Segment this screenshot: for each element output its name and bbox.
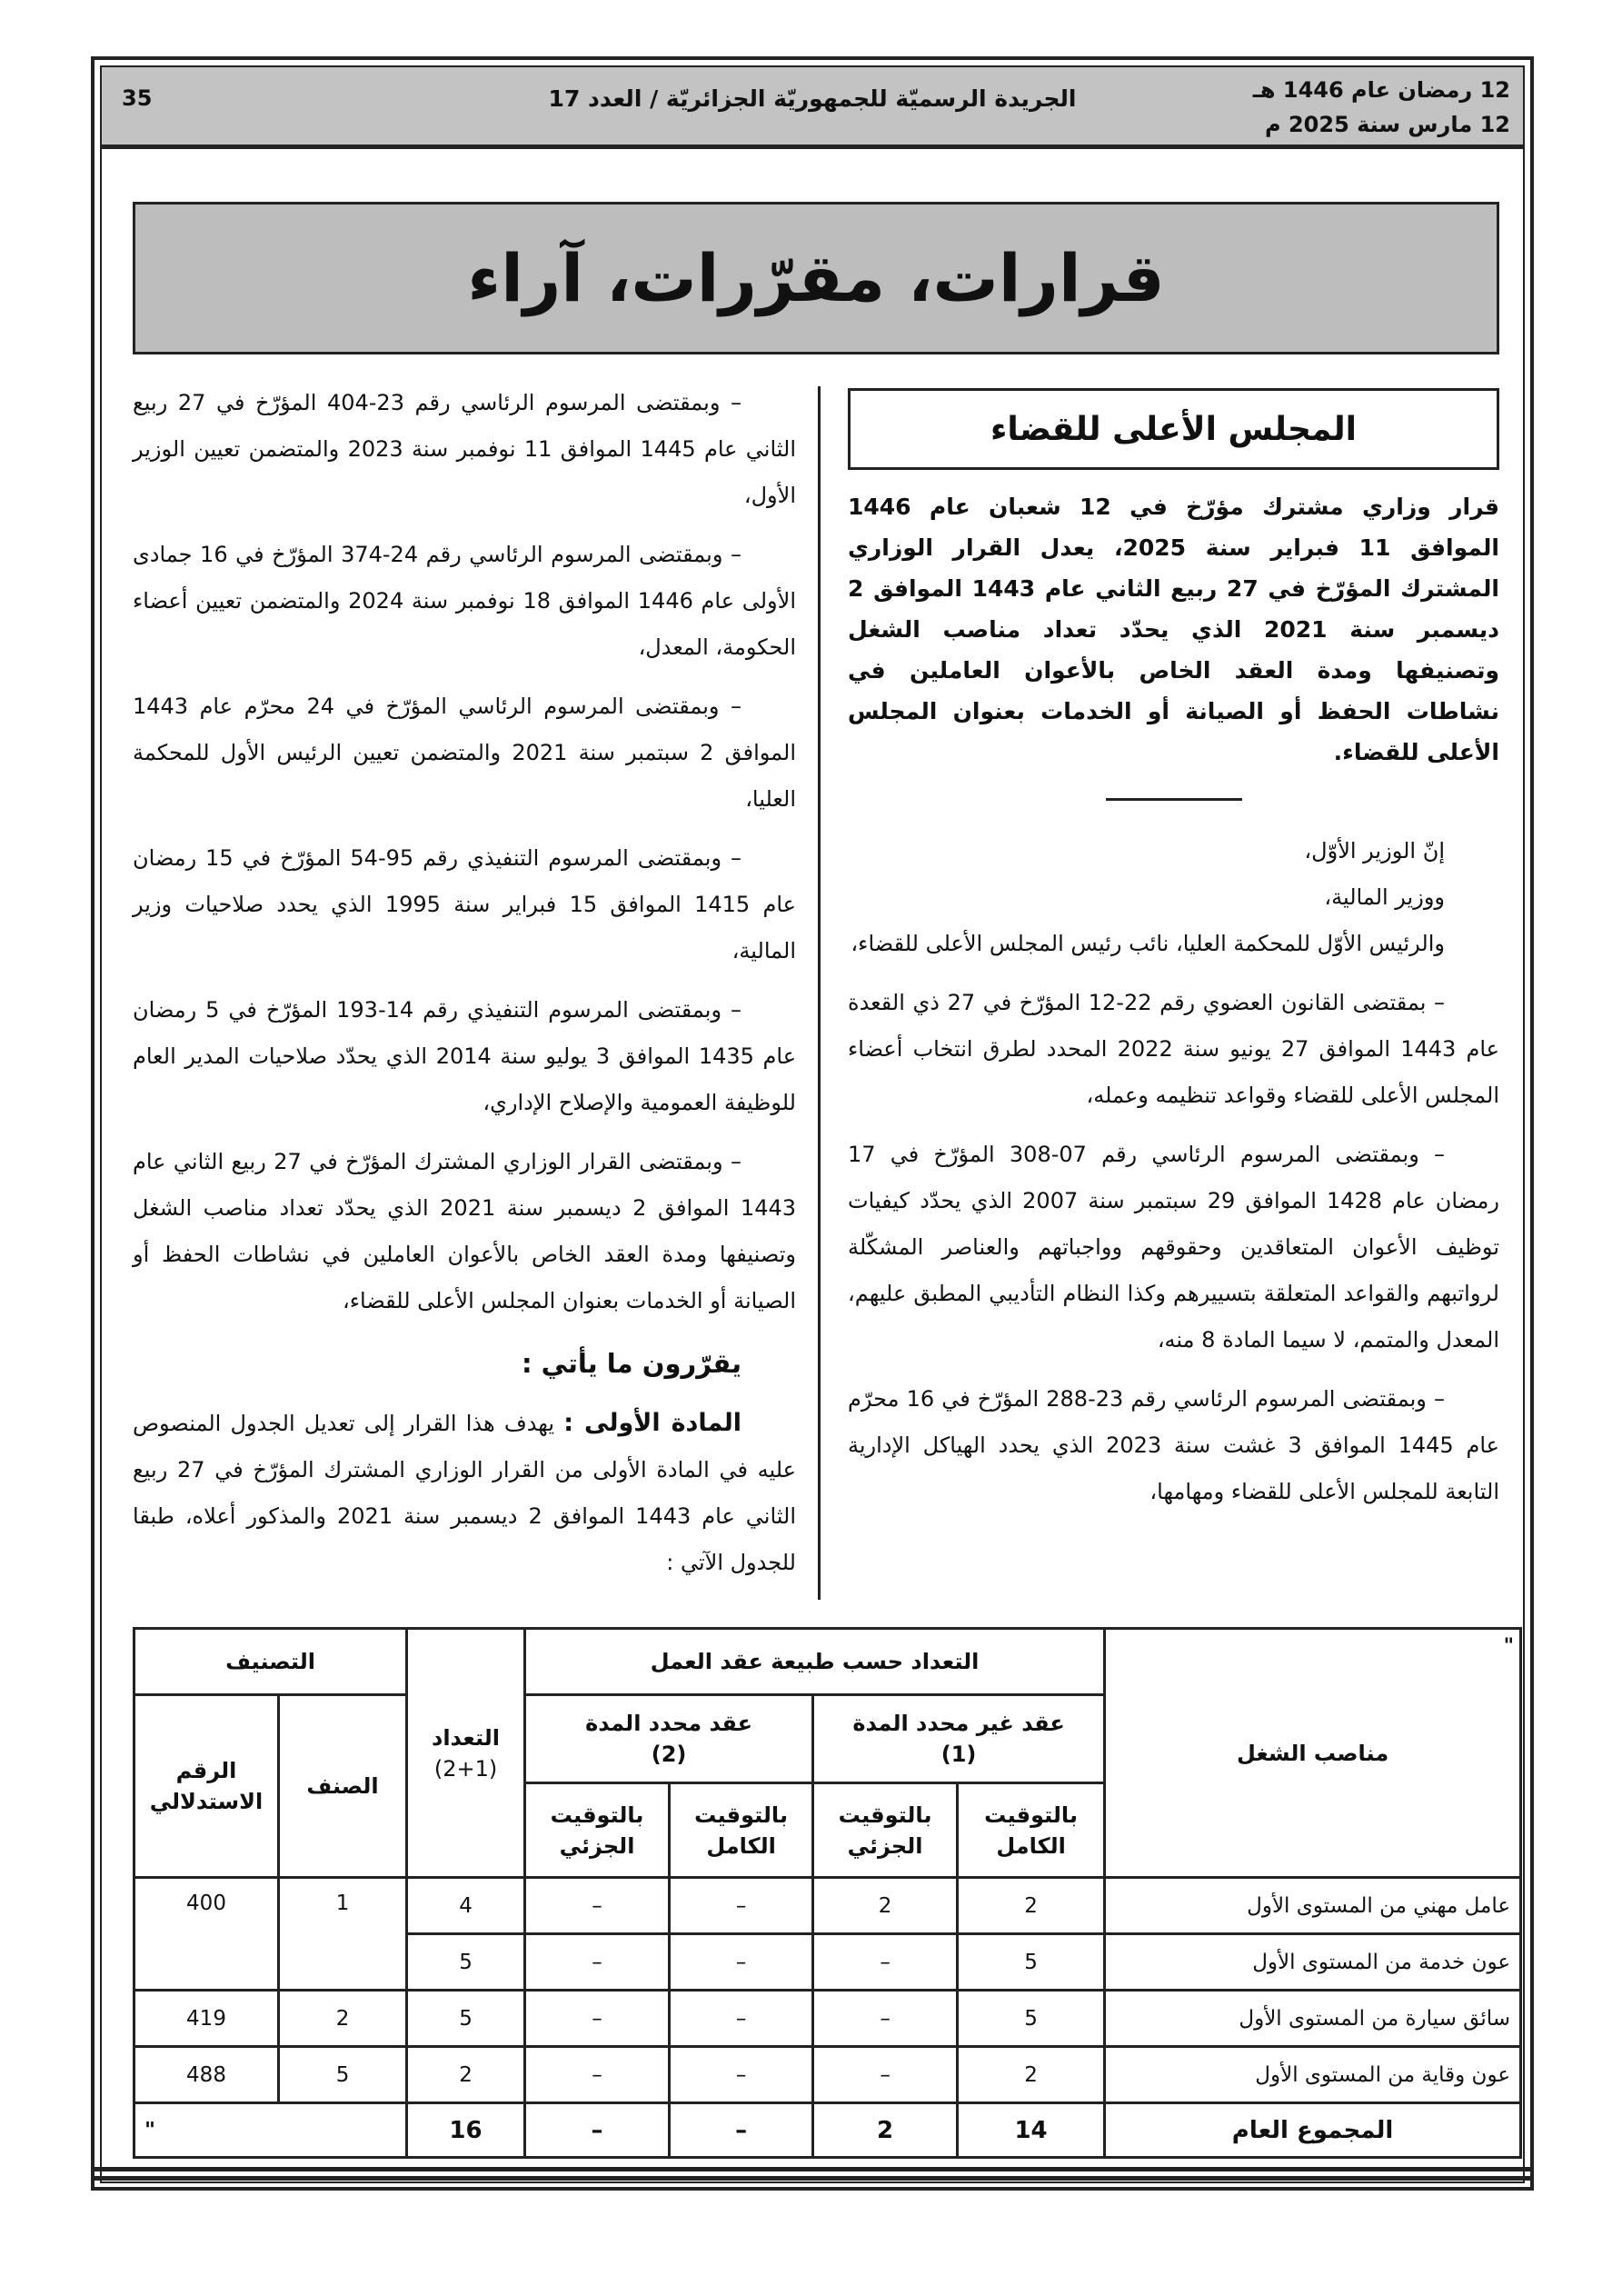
bottom-rule: [91, 2167, 1534, 2171]
header-indefinite: عقد غير محدد المدة (1): [813, 1695, 1105, 1783]
header-classification: التصنيف: [134, 1629, 407, 1695]
cell-value: –: [525, 1878, 670, 1934]
section-title: قرارات، مقرّرات، آراء: [467, 240, 1165, 316]
left-column: [133, 380, 796, 1599]
legal-reference: – وبمقتضى المرسوم التنفيذي رقم 14-193 المؤرّخ في 5 رمضان عام 1435 الموافق 3 يوليو سنة 2014 الذي يحدّد صلاحيات المدير العام للوظيفة العمومية والإصلاح الإداري،: [133, 997, 797, 1115]
cell-category: 2: [279, 1991, 407, 2047]
cell-value: –: [813, 2047, 958, 2103]
cell-value: 2: [958, 1878, 1105, 1934]
legal-reference: – وبمقتضى المرسوم الرئاسي المؤرّخ في 24 محرّم عام 1443 الموافق 2 سبتمبر سنة 2021 والمتضمن تعيين الرئيس الأول للمحكمة العليا،: [133, 694, 797, 812]
cell-value: 2: [407, 2047, 525, 2103]
decide-heading: يقرّرون ما يأتي :: [521, 1348, 741, 1379]
signatory: ووزير المالية،: [1324, 884, 1445, 910]
cell-index: 400: [134, 1878, 279, 1991]
total-value: 16: [407, 2103, 525, 2158]
total-value: 2: [813, 2103, 958, 2158]
signatory: إنّ الوزير الأوّل،: [1304, 838, 1445, 863]
header-part-time: بالتوقيت الجزئي: [525, 1783, 670, 1878]
article-one: [133, 1400, 796, 1586]
header-index: الرقم الاستدلالي: [134, 1695, 279, 1878]
section-title-box: [133, 202, 1499, 354]
bottom-rule: [91, 2176, 1534, 2181]
table-row: [134, 2047, 1521, 2103]
header-definite: عقد محدد المدة (2): [525, 1695, 813, 1783]
cell-value: 5: [958, 1991, 1105, 2047]
decree-title: قرار وزاري مشترك مؤرّخ في 12 شعبان عام 1446 الموافق 11 فبراير سنة 2025، يعدل القرار الوزاري المشترك المؤرّخ في 27 ربيع الثاني عام 1443 الموافق 2 ديسمبر سنة 2021 الذي يحدّد تعداد مناصب الشغل وتصنيفها ومدة العقد الخاص بالأعوان العاملين في نشاطات الحفظ أو الصيانة أو الخدمات بعنوان المجلس الأعلى للقضاء.: [848, 494, 1499, 765]
total-label: المجموع العام: [1105, 2103, 1521, 2158]
header-full-time: بالتوقيت الكامل: [958, 1783, 1105, 1878]
cell-value: –: [670, 1991, 813, 2047]
cell-value: 5: [407, 1934, 525, 1991]
separator-line: [1106, 798, 1242, 801]
journal-header: [102, 67, 1523, 149]
page-number: 35: [122, 85, 153, 111]
gregorian-date: 12 مارس سنة 2025 م: [1265, 112, 1510, 137]
legal-reference: – وبمقتضى القرار الوزاري المشترك المؤرّخ في 27 ربيع الثاني عام 1443 الموافق 2 ديسمبر سنة 2021 الذي يحدّد تعداد مناصب الشغل وتصنيفها ومدة العقد الخاص بالأعوان العاملين في نشاطات الحفظ أو الصيانة أو الخدمات بعنوان المجلس الأعلى للقضاء،: [133, 1149, 796, 1313]
hijri-date: 12 رمضان عام 1446 هـ: [1252, 77, 1510, 103]
cell-value: 2: [813, 1878, 958, 1934]
cell-index: 419: [134, 1991, 279, 2047]
legal-reference: – وبمقتضى المرسوم الرئاسي رقم 24-374 المؤرّخ في 16 جمادى الأولى عام 1446 الموافق 18 نوفمبر سنة 2024 والمتضمن تعيين أعضاء الحكومة، المعدل،: [133, 542, 796, 660]
column-divider: [818, 386, 821, 1600]
cell-value: –: [670, 2047, 813, 2103]
cell-index: 488: [134, 2047, 279, 2103]
cell-position: عامل مهني من المستوى الأول: [1105, 1878, 1521, 1934]
table-row: [134, 1991, 1521, 2047]
total-value: –: [525, 2103, 670, 2158]
cell-category: 1: [279, 1878, 407, 1991]
legal-reference: – بمقتضى القانون العضوي رقم 22-12 المؤرّخ في 27 ذي القعدة عام 1443 الموافق 27 يونيو سنة 2022 المحدد لطرق انتخاب أعضاء المجلس الأعلى للقضاء وقواعد تنظيمه وعمله،: [848, 990, 1500, 1108]
header-positions: " مناصب الشغل: [1105, 1629, 1521, 1878]
cell-position: عون وقاية من المستوى الأول: [1105, 2047, 1521, 2103]
article-label: المادة الأولى :: [563, 1409, 742, 1437]
header-category: الصنف: [279, 1695, 407, 1878]
cell-value: –: [813, 1991, 958, 2047]
cell-value: –: [525, 1934, 670, 1991]
signatory: والرئيس الأوّل للمحكمة العليا، نائب رئيس المجلس الأعلى للقضاء،: [851, 931, 1445, 956]
header-full-time: بالتوقيت الكامل: [670, 1783, 813, 1878]
open-quote: ": [1503, 1635, 1515, 1658]
legal-reference: – وبمقتضى المرسوم الرئاسي رقم 23-404 المؤرّخ في 27 ربيع الثاني عام 1445 الموافق 11 نوفمبر سنة 2023 والمتضمن تعيين الوزير الأول،: [133, 390, 797, 508]
cell-value: –: [525, 2047, 670, 2103]
cell-value: 5: [958, 1934, 1105, 1991]
institution-heading: المجلس الأعلى للقضاء: [848, 388, 1499, 470]
table-row: [134, 1878, 1521, 1934]
legal-reference: – وبمقتضى المرسوم الرئاسي رقم 07-308 المؤرّخ في 17 رمضان عام 1428 الموافق 29 سبتمبر سنة 2007 الذي يحدّد كيفيات توظيف الأعوان المتعاقدين وحقوقهم وواجباتهم والعناصر المشكّلة لرواتبهم والقواعد المتعلقة بتسييرهم وكذا النظام التأديبي المطبق عليهم، المعدل والمتمم، لا سيما المادة 8 منه،: [848, 1142, 1499, 1353]
table-total-row: [134, 2103, 1521, 2158]
cell-position: عون خدمة من المستوى الأول: [1105, 1934, 1521, 1991]
legal-reference: – وبمقتضى المرسوم التنفيذي رقم 95-54 المؤرّخ في 15 رمضان عام 1415 الموافق 15 فبراير سنة 1995 الذي يحدد صلاحيات وزير المالية،: [133, 845, 796, 963]
cell-value: –: [813, 1934, 958, 1991]
cell-category: 5: [279, 2047, 407, 2103]
cell-value: 4: [407, 1878, 525, 1934]
right-column: [848, 388, 1499, 1528]
header-by-contract: التعداد حسب طبيعة عقد العمل: [525, 1629, 1105, 1695]
total-value: –: [670, 2103, 813, 2158]
cell-value: –: [670, 1878, 813, 1934]
cell-position: سائق سيارة من المستوى الأول: [1105, 1991, 1521, 2047]
article-text: يهدف هذا القرار إلى تعديل الجدول المنصوص عليه في المادة الأولى من القرار الوزاري المشترك المؤرّخ في 27 ربيع الثاني عام 1443 الموافق 2 ديسمبر سنة 2021 والمذكور أعلاه، طبقا للجدول الآتي :: [133, 1411, 796, 1575]
journal-title: الجريدة الرسميّة للجمهوريّة الجزائريّة / العدد 17: [548, 85, 1077, 112]
cell-value: 2: [958, 2047, 1105, 2103]
legal-reference: – وبمقتضى المرسوم الرئاسي رقم 23-288 المؤرّخ في 16 محرّم عام 1445 الموافق 3 غشت سنة 2023 الذي يحدد الهياكل الإدارية التابعة للمجلس الأعلى للقضاء ومهامها،: [848, 1386, 1499, 1504]
cell-value: –: [525, 1991, 670, 2047]
header-count: التعداد (2+1): [407, 1629, 525, 1878]
header-part-time: بالتوقيت الجزئي: [813, 1783, 958, 1878]
cell-value: 5: [407, 1991, 525, 2047]
close-quote: ": [134, 2103, 407, 2158]
positions-table: [133, 1627, 1522, 2159]
cell-value: –: [670, 1934, 813, 1991]
total-value: 14: [958, 2103, 1105, 2158]
